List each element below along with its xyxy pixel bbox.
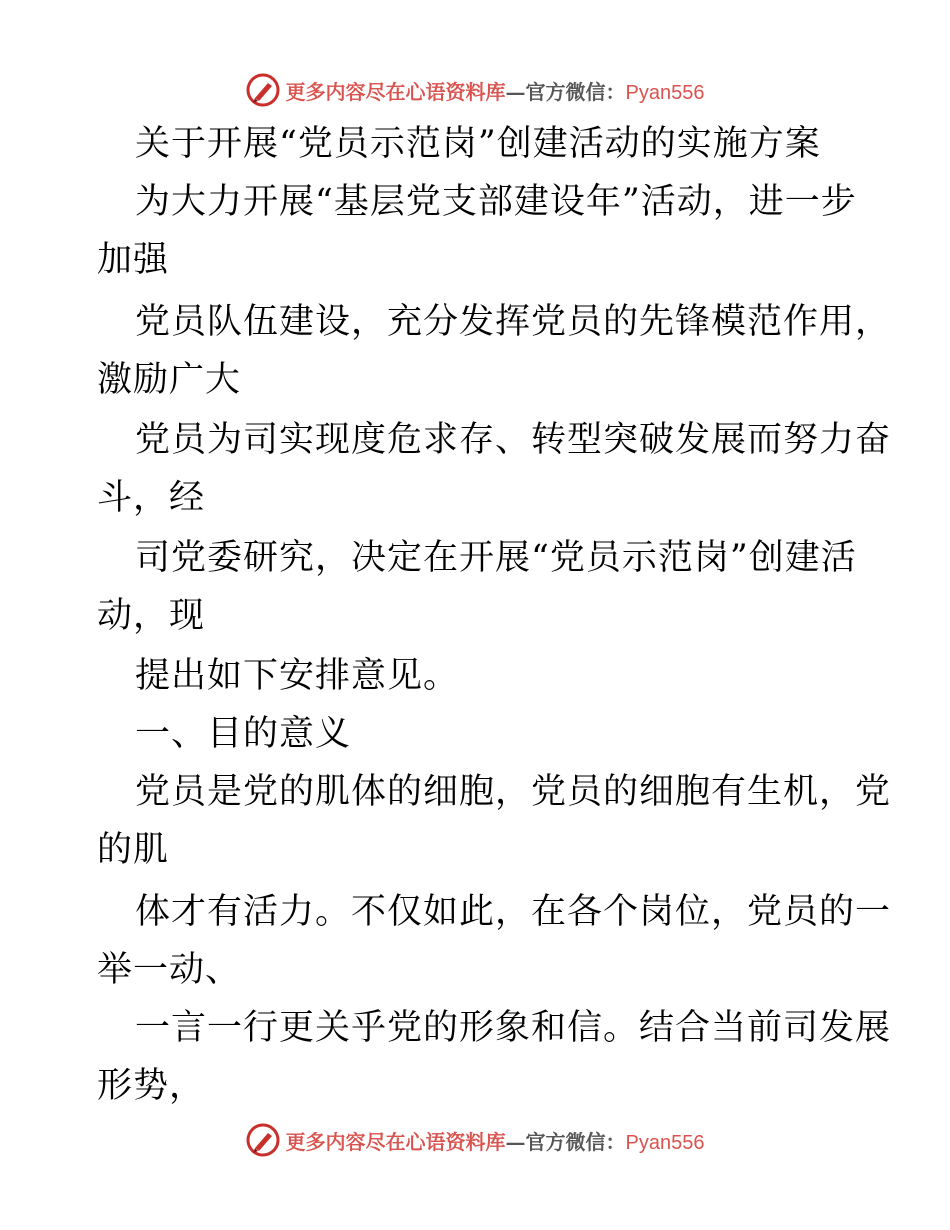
doc-line: 一言一行更关乎党的形象和信。结合当前司发展 <box>135 1008 892 1048</box>
banner-slogan: 更多内容尽在心语资料库 <box>285 1129 506 1154</box>
banner-text <box>286 1126 705 1155</box>
doc-line: 体才有活力。不仅如此，在各个岗位，党员的一 <box>135 892 892 932</box>
banner-wechat-id: Pyan556 <box>625 81 705 104</box>
doc-line: 举一动、 <box>97 950 242 990</box>
doc-line: 党员队伍建设，充分发挥党员的先锋模范作用， <box>135 302 892 342</box>
banner-wechat-id: Pyan556 <box>625 1131 705 1154</box>
banner-wechat-label: 官方微信： <box>525 79 626 104</box>
doc-line: 党员为司实现度危求存、转型突破发展而努力奋 <box>135 420 892 460</box>
section-heading: 一、目的意义 <box>135 714 352 754</box>
pen-logo-icon <box>246 73 280 107</box>
doc-line: 形势， <box>97 1066 206 1106</box>
doc-title: 关于开展“党员示范岗”创建活动的实施方案 <box>135 124 821 164</box>
doc-line: 斗，经 <box>97 478 206 518</box>
doc-line: 的肌 <box>97 830 170 870</box>
footer-banner <box>0 1120 950 1160</box>
doc-line: 司党委研究，决定在开展“党员示范岗”创建活 <box>135 538 857 578</box>
doc-line: 动，现 <box>97 596 206 636</box>
doc-line: 为大力开展“基层党支部建设年”活动，进一步 <box>135 182 857 222</box>
banner-dash: — <box>505 1129 526 1154</box>
banner-slogan: 更多内容尽在心语资料库 <box>285 79 506 104</box>
doc-line: 提出如下安排意见。 <box>135 656 460 696</box>
doc-line: 加强 <box>97 240 170 280</box>
doc-line: 党员是党的肌体的细胞，党员的细胞有生机，党 <box>135 772 892 812</box>
banner-wechat-label: 官方微信： <box>525 1129 626 1154</box>
banner-dash: — <box>505 79 526 104</box>
pen-logo-icon <box>246 1123 280 1157</box>
doc-line: 激励广大 <box>97 360 242 400</box>
banner-text <box>286 76 705 105</box>
header-banner <box>0 70 950 110</box>
